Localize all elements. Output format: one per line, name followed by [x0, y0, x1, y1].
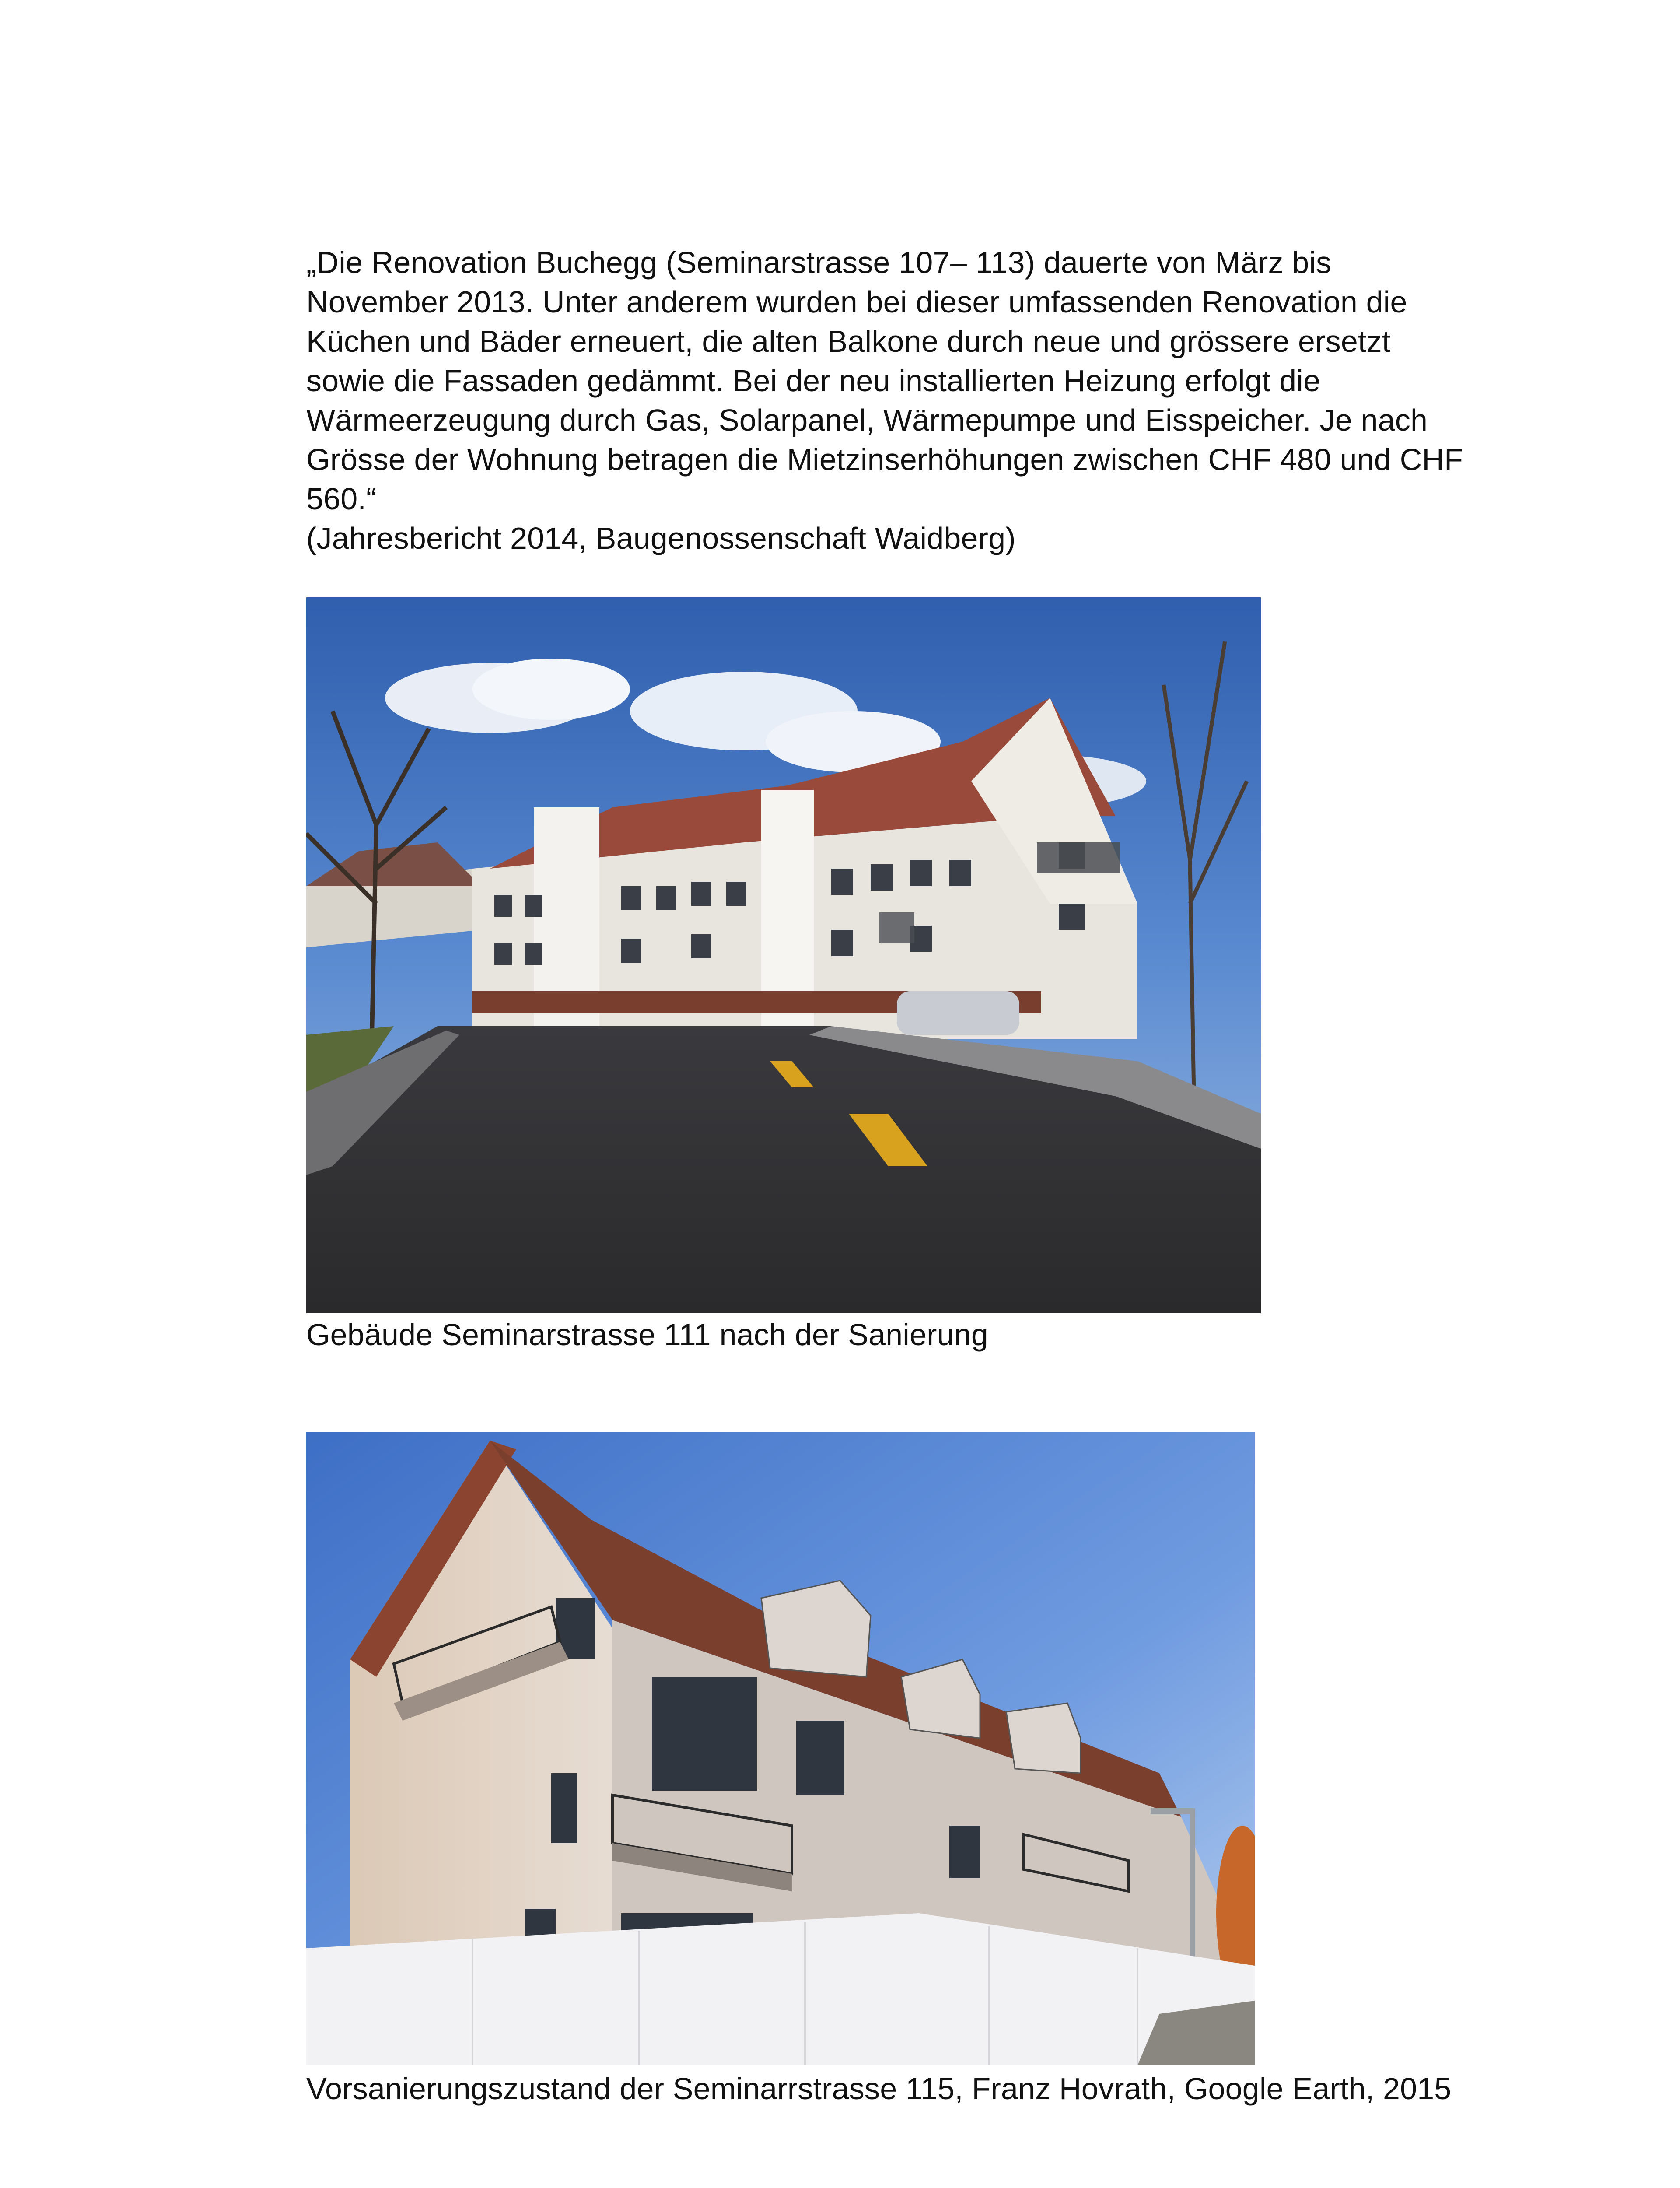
- photo-pre-renovation-building: [306, 1432, 1255, 2065]
- photo-renovated-building-drawing: [306, 597, 1261, 1313]
- quote-line: Wärmeerzeugung durch Gas, Solarpanel, Wärmepumpe und Eisspeicher. Je nach: [306, 403, 1428, 437]
- photo-renovated-building: [306, 597, 1261, 1313]
- quote-paragraph: [306, 243, 1488, 558]
- quote-line: sowie die Fassaden gedämmt. Bei der neu installierten Heizung erfolgt die: [306, 364, 1321, 398]
- quote-line: November 2013. Unter anderem wurden bei dieser umfassenden Renovation die: [306, 285, 1407, 319]
- figure-caption-1: Gebäude Seminarstrasse 111 nach der Sanierung: [306, 1318, 989, 1352]
- quote-source: (Jahresbericht 2014, Baugenossenschaft Waidberg): [306, 521, 1016, 555]
- quote-line: „Die Renovation Buchegg (Seminarstrasse 107– 113) dauerte von März bis: [306, 245, 1332, 280]
- quote-line: Küchen und Bäder erneuert, die alten Balkone durch neue und grössere ersetzt: [306, 324, 1391, 358]
- quote-line: Grösse der Wohnung betragen die Mietzinserhöhungen zwischen CHF 480 und CHF: [306, 442, 1463, 477]
- figure-caption-2: Vorsanierungszustand der Seminarrstrasse 115, Franz Hovrath, Google Earth, 2015: [306, 2072, 1452, 2106]
- quote-line: 560.“: [306, 482, 377, 516]
- photo-pre-renovation-drawing: [306, 1432, 1255, 2065]
